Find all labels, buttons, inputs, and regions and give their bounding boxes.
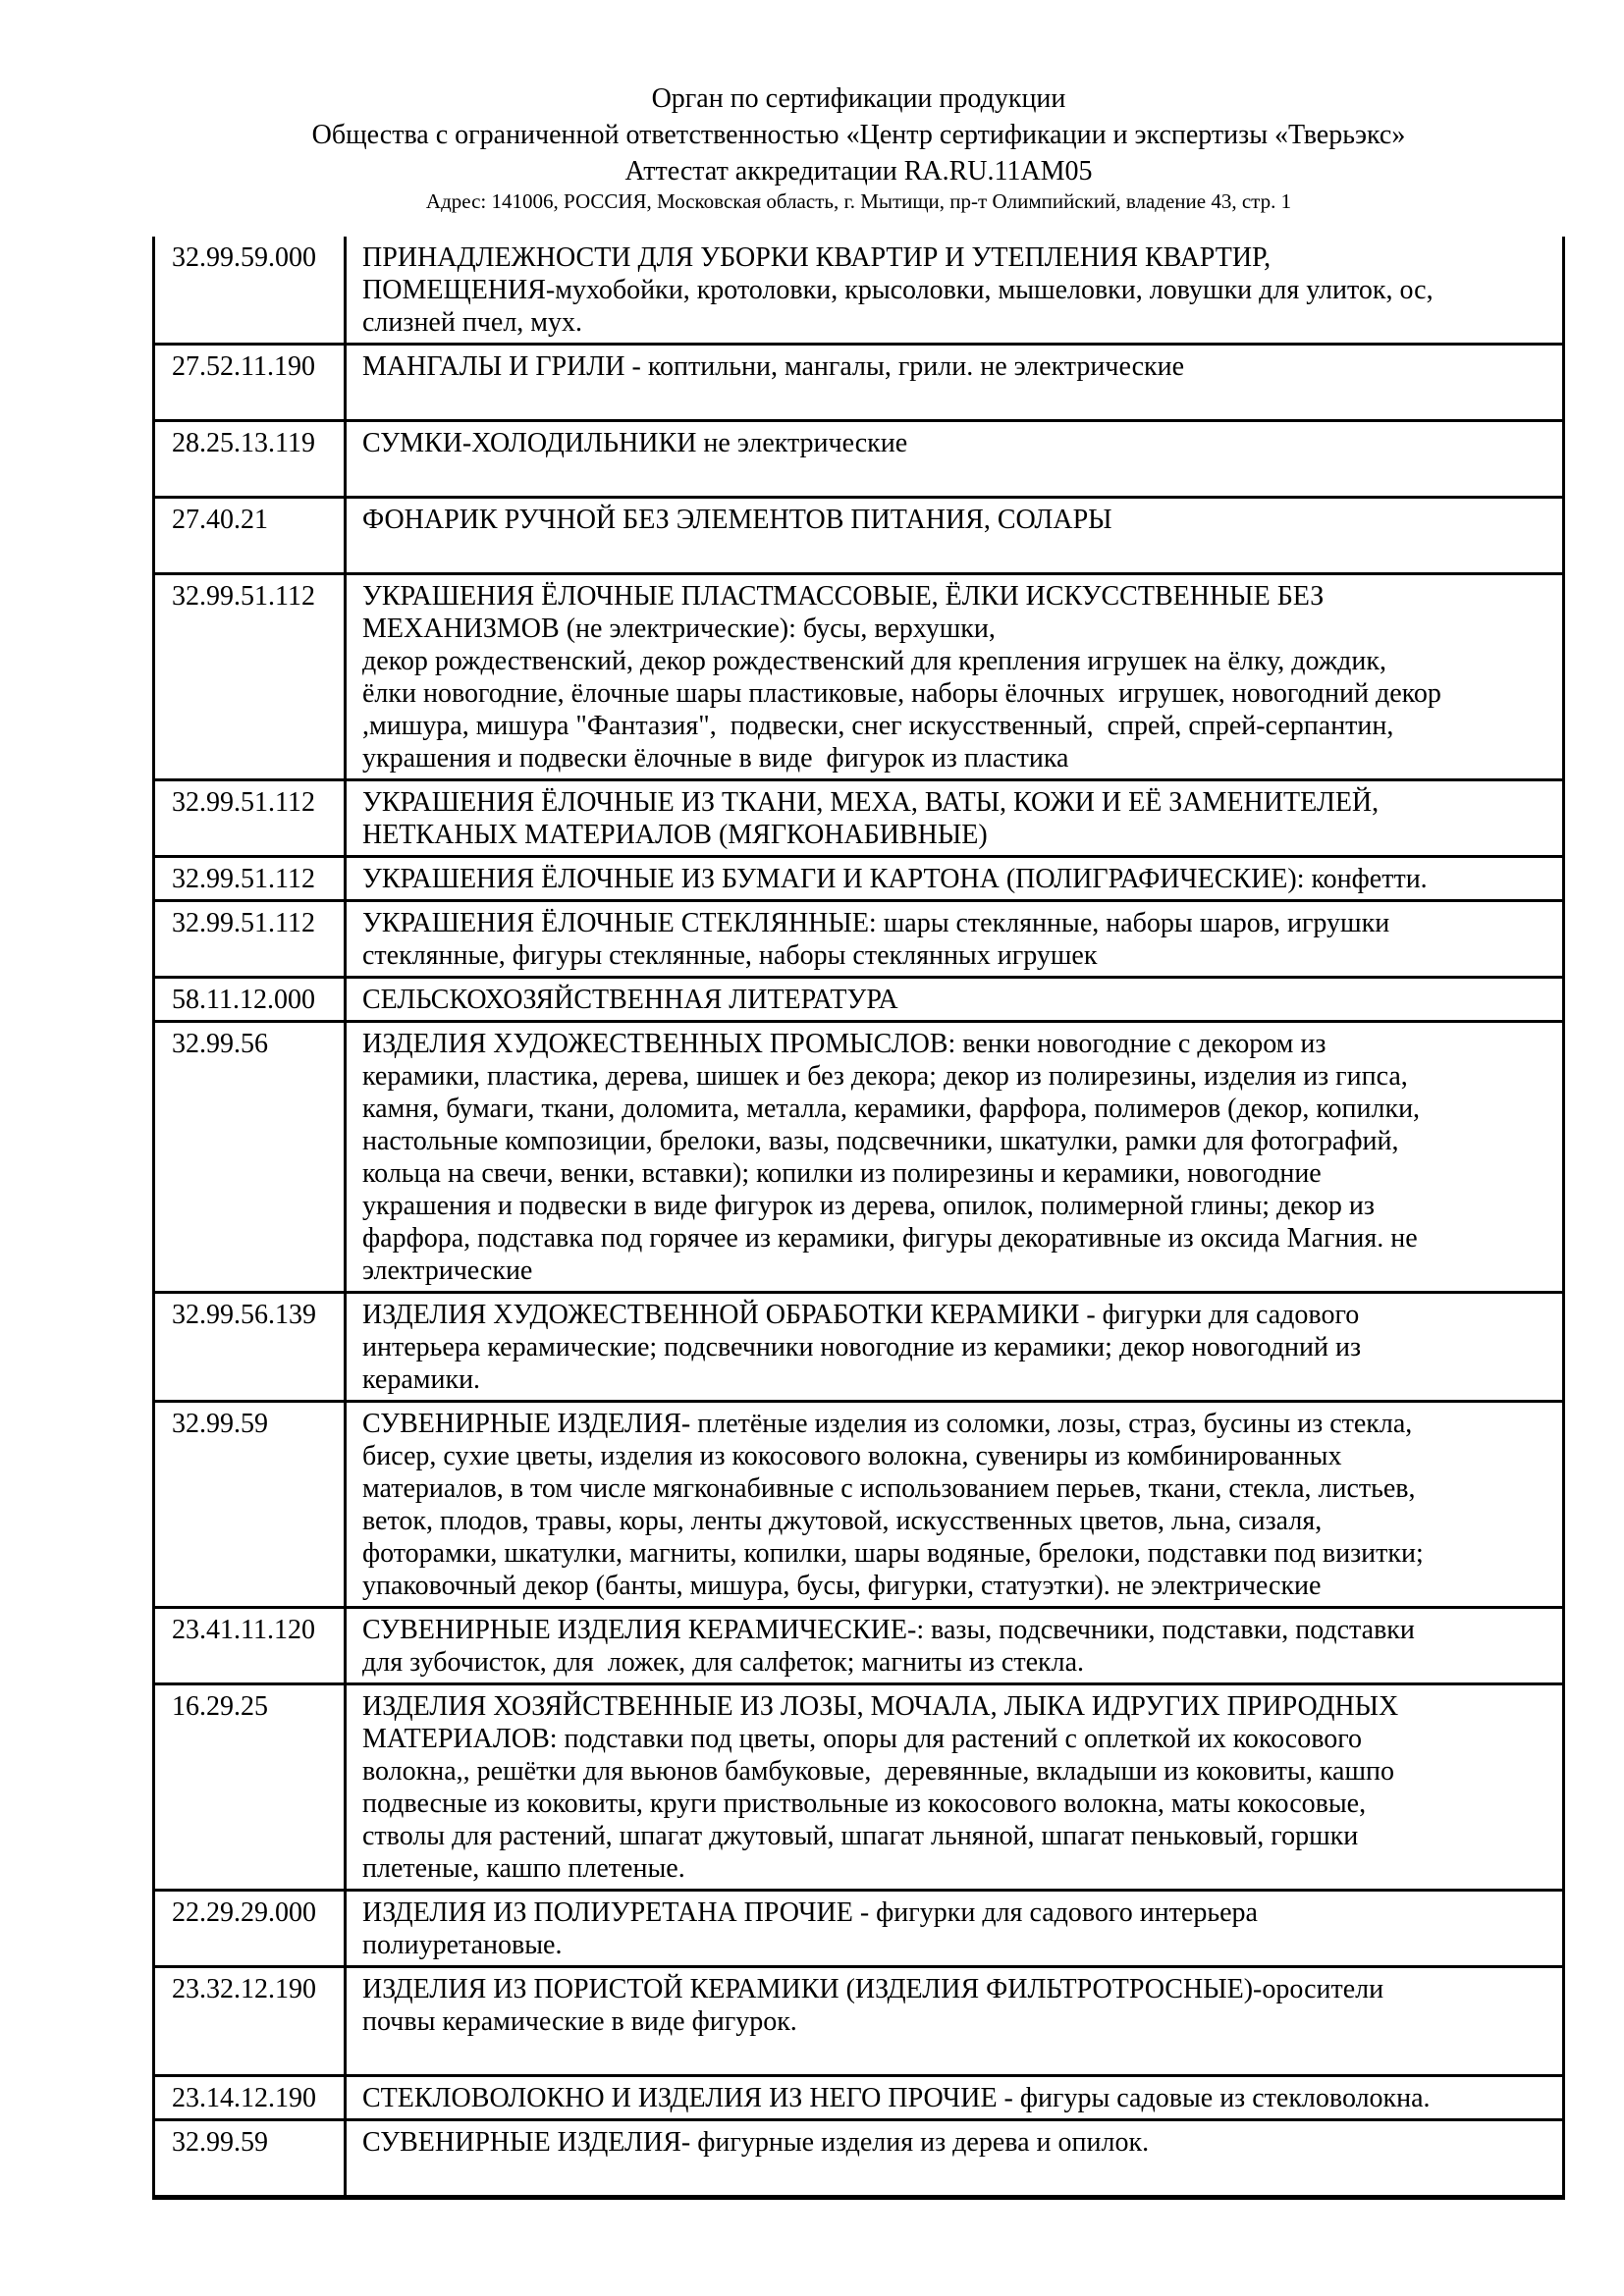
table-row [155,2077,1562,2121]
product-code-cell: 32.99.51.112 [155,902,347,976]
description-line [362,459,1552,492]
product-code-cell: 27.40.21 [155,499,347,572]
product-code-cell: 16.29.25 [155,1685,347,1889]
description-line: ,мишура, мишура "Фантазия", подвески, снег искусственный, спрей, спрей-серпантин, [362,711,1394,741]
description-line: ИЗДЕЛИЯ ИЗ ПОРИСТОЙ КЕРАМИКИ (ИЗДЕЛИЯ ФИЛЬТРОТРОСНЫЕ)-оросители [362,1974,1384,2004]
product-description-cell [347,499,1562,572]
product-code-cell: 32.99.56.139 [155,1294,347,1400]
product-description-cell [347,575,1562,778]
table-row [155,237,1562,346]
product-code-cell: 27.52.11.190 [155,346,347,419]
product-code-cell: 32.99.51.112 [155,575,347,778]
description-line: керамики, пластика, дерева, шишек и без декора; декор из полирезины, изделия из гипса, [362,1061,1408,1092]
description-line: слизней пчел, мух. [362,307,583,338]
description-line: бисер, сухие цветы, изделия из кокосового волокна, сувениры из комбинированных [362,1441,1342,1471]
description-line [362,2038,1552,2070]
description-line [362,2159,1552,2191]
table-row [155,1023,1562,1294]
product-code-cell: 32.99.59 [155,2121,347,2195]
description-line: ФОНАРИК РУЧНОЙ БЕЗ ЭЛЕМЕНТОВ ПИТАНИЯ, СОЛАРЫ [362,505,1112,535]
description-line: УКРАШЕНИЯ ЁЛОЧНЫЕ ИЗ ТКАНИ, МЕХА, ВАТЫ, КОЖИ И ЕЁ ЗАМЕНИТЕЛЕЙ, [362,787,1380,818]
table-row [155,2121,1562,2199]
description-line: УКРАШЕНИЯ ЁЛОЧНЫЕ ПЛАСТМАССОВЫЕ, ЁЛКИ ИСКУССТВЕННЫЕ БЕЗ [362,581,1325,612]
product-description-cell [347,422,1562,496]
description-line: ИЗДЕЛИЯ ХОЗЯЙСТВЕННЫЕ ИЗ ЛОЗЫ, МОЧАЛА, ЛЫКА ИДРУГИХ ПРИРОДНЫХ [362,1691,1399,1722]
product-code-cell: 23.32.12.190 [155,1968,347,2074]
product-code-cell: 28.25.13.119 [155,422,347,496]
description-line: упаковочный декор (банты, мишура, бусы, фигурки, статуэтки). не электрические [362,1571,1322,1601]
description-line: СЕЛЬСКОХОЗЯЙСТВЕННАЯ ЛИТЕРАТУРА [362,985,898,1015]
description-line: для зубочисток, для ложек, для салфеток; магниты из стекла. [362,1647,1084,1678]
description-line: материалов, в том числе мягконабивные с использованием перьев, ткани, стекла, листьев, [362,1473,1416,1504]
description-line: интерьера керамические; подсвечники новогодние из керамики; декор новогодний из [362,1332,1362,1362]
description-line: СУВЕНИРНЫЕ ИЗДЕЛИЯ КЕРАМИЧЕСКИЕ-: вазы, подсвечники, подставки, подставки [362,1615,1415,1645]
table-row [155,1294,1562,1403]
description-line: фарфора, подставка под горячее из керамики, фигуры декоративные из оксида Магния. не [362,1223,1418,1254]
description-line: керамики. [362,1364,481,1395]
description-line: ИЗДЕЛИЯ ХУДОЖЕСТВЕННЫХ ПРОМЫСЛОВ: венки новогодние с декором из [362,1029,1326,1059]
description-line: камня, бумаги, ткани, доломита, металла, керамики, фарфора, полимеров (декор, копилки, [362,1094,1421,1124]
product-code-cell: 32.99.59.000 [155,237,347,343]
description-line: стеклянные, фигуры стеклянные, наборы стеклянных игрушек [362,940,1098,971]
table-row [155,422,1562,499]
description-line: волокна,, решётки для вьюнов бамбуковые, деревянные, вкладыши из коковиты, кашпо [362,1756,1394,1787]
description-line: почвы керамические в виде фигурок. [362,2006,797,2037]
description-line: плетеные, кашпо плетеные. [362,1853,685,1884]
product-description-cell [347,1968,1562,2074]
table-row [155,575,1562,781]
description-line: ёлки новогодние, ёлочные шары пластиковые, наборы ёлочных игрушек, новогодний декор [362,678,1441,709]
product-code-cell: 32.99.51.112 [155,858,347,899]
description-line: УКРАШЕНИЯ ЁЛОЧНЫЕ СТЕКЛЯННЫЕ: шары стеклянные, наборы шаров, игрушки [362,908,1390,938]
product-description-cell [347,1023,1562,1291]
table-row [155,1892,1562,1968]
description-line: ПОМЕЩЕНИЯ-мухобойки, кротоловки, крысоловки, мышеловки, ловушки для улиток, ос, [362,275,1434,305]
description-line: веток, плодов, травы, коры, ленты джутовой, искусственных цветов, льна, сизаля, [362,1506,1323,1536]
table-row [155,1609,1562,1685]
product-description-cell [347,2121,1562,2195]
product-code-cell: 23.41.11.120 [155,1609,347,1682]
product-codes-table [152,237,1565,2200]
description-line: СУВЕНИРНЫЕ ИЗДЕЛИЯ- плетёные изделия из соломки, лозы, страз, бусины из стекла, [362,1409,1413,1439]
org-title: Орган по сертификации продукции [651,83,1066,114]
description-line: электрические [362,1255,533,1286]
description-line: СТЕКЛОВОЛОКНО И ИЗДЕЛИЯ ИЗ НЕГО ПРОЧИЕ - фигуры садовые из стекловолокна. [362,2083,1431,2113]
description-line: ПРИНАДЛЕЖНОСТИ ДЛЯ УБОРКИ КВАРТИР И УТЕПЛЕНИЯ КВАРТИР, [362,242,1272,273]
description-line: настольные композиции, брелоки, вазы, подсвечники, шкатулки, рамки для фотографий, [362,1126,1399,1156]
company-name: Общества с ограниченной ответственностью «Центр сертификации и экспертизы «Тверьэкс» [311,120,1406,150]
product-description-cell [347,858,1562,899]
description-line: СУМКИ-ХОЛОДИЛЬНИКИ не электрические [362,428,908,458]
document-content [152,0,1565,2200]
description-line: НЕТКАНЫХ МАТЕРИАЛОВ (МЯГКОНАБИВНЫЕ) [362,820,988,850]
product-description-cell [347,1294,1562,1400]
description-line: УКРАШЕНИЯ ЁЛОЧНЫЕ ИЗ БУМАГИ И КАРТОНА (ПОЛИГРАФИЧЕСКИЕ): конфетти. [362,864,1428,894]
table-row [155,858,1562,902]
table-row [155,781,1562,858]
description-line [362,383,1552,415]
product-description-cell [347,902,1562,976]
description-line: МАНГАЛЫ И ГРИЛИ - коптильни, мангалы, грили. не электрические [362,351,1185,382]
description-line: ИЗДЕЛИЯ ИЗ ПОЛИУРЕТАНА ПРОЧИЕ - фигурки для садового интерьера [362,1897,1258,1928]
table-row [155,902,1562,979]
description-line: полиуретановые. [362,1930,563,1960]
description-line: стволы для растений, шпагат джутовый, шпагат льняной, шпагат пеньковый, горшки [362,1821,1359,1851]
accreditation-number: Аттестат аккредитации RA.RU.11AM05 [624,156,1093,187]
table-row [155,1968,1562,2077]
product-description-cell [347,237,1562,343]
org-address: Адрес: 141006, РОССИЯ, Московская область, г. Мытищи, пр-т Олимпийский, владение 43, стр. 1 [425,189,1292,213]
description-line: фоторамки, шкатулки, магниты, копилки, шары водяные, брелоки, подставки под визитки; [362,1538,1424,1569]
table-row [155,499,1562,575]
description-line: СУВЕНИРНЫЕ ИЗДЕЛИЯ- фигурные изделия из дерева и опилок. [362,2127,1150,2158]
description-line: МАТЕРИАЛОВ: подставки под цветы, опоры для растений с оплеткой их кокосового [362,1724,1363,1754]
table-row [155,1685,1562,1892]
description-line: подвесные из коковиты, круги приствольные из кокосового волокна, маты кокосовые, [362,1789,1367,1819]
product-code-cell: 32.99.51.112 [155,781,347,855]
product-description-cell [347,1685,1562,1889]
table-row [155,346,1562,422]
description-line: украшения и подвески в виде фигурок из дерева, опилок, полимерной глины; декор из [362,1191,1375,1221]
product-code-cell: 22.29.29.000 [155,1892,347,1965]
table-row [155,979,1562,1023]
table-row [155,1403,1562,1609]
product-code-cell: 32.99.56 [155,1023,347,1291]
description-line: декор рождественский, декор рождественский для крепления игрушек на ёлку, дождик, [362,646,1387,676]
product-description-cell [347,1403,1562,1606]
description-line [362,536,1552,568]
product-code-cell: 32.99.59 [155,1403,347,1606]
description-line: ИЗДЕЛИЯ ХУДОЖЕСТВЕННОЙ ОБРАБОТКИ КЕРАМИКИ - фигурки для садового [362,1300,1360,1330]
certification-body-header [152,0,1565,214]
description-line: МЕХАНИЗМОВ (не электрические): бусы, верхушки, [362,614,996,644]
product-code-cell: 23.14.12.190 [155,2077,347,2118]
product-description-cell [347,2077,1562,2118]
product-description-cell [347,979,1562,1020]
product-description-cell [347,346,1562,419]
product-description-cell [347,1609,1562,1682]
product-code-cell: 58.11.12.000 [155,979,347,1020]
description-line: кольца на свечи, венки, вставки); копилки из полирезины и керамики, новогодние [362,1158,1322,1189]
description-line: украшения и подвески ёлочные в виде фигурок из пластика [362,743,1069,774]
product-description-cell [347,781,1562,855]
product-description-cell [347,1892,1562,1965]
